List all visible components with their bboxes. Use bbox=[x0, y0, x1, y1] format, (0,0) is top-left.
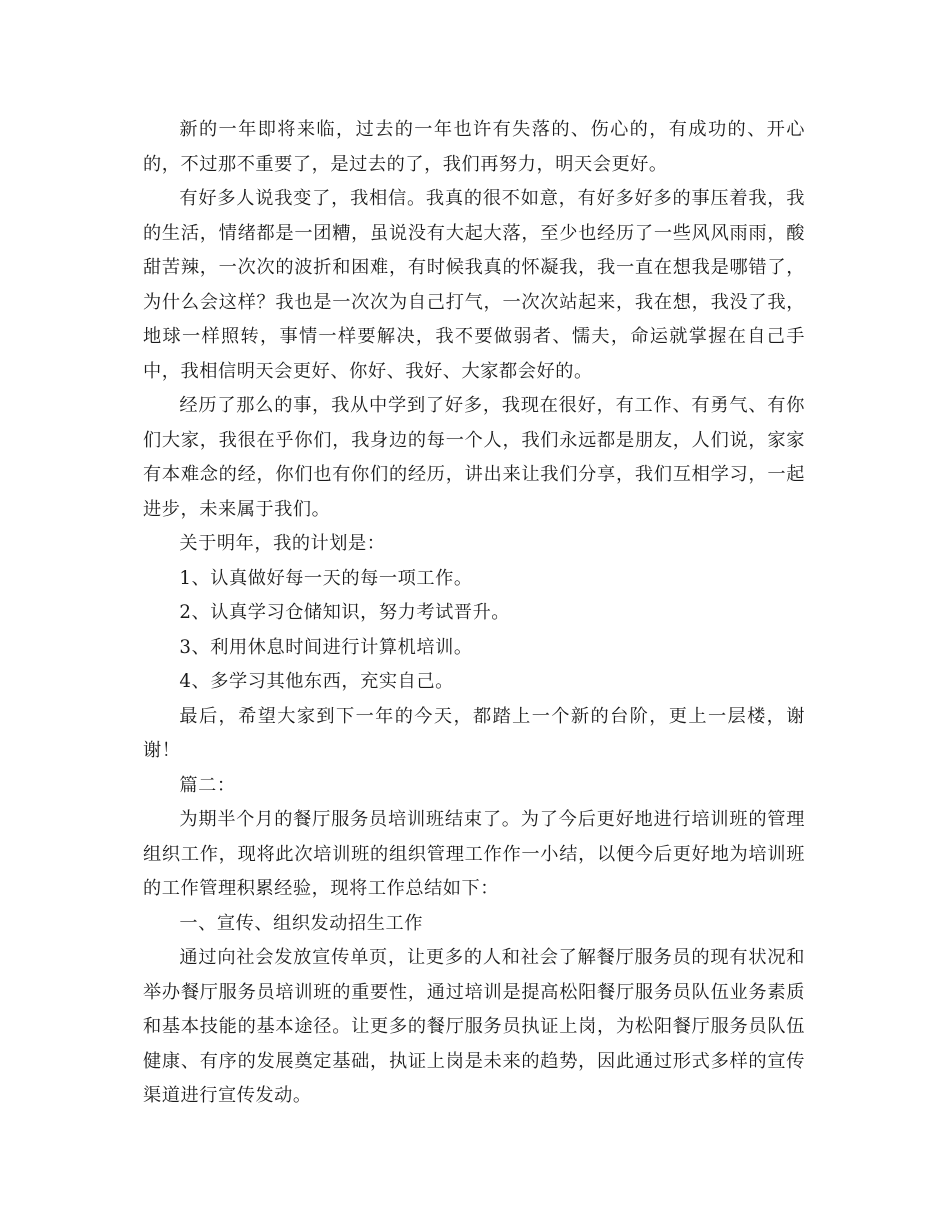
paragraph-experience: 经历了那么的事，我从中学到了好多，我现在很好，有工作、有勇气、有你们大家，我很在乎你们，我身边的每一个人，我们永远都是朋友，人们说，家家有本难念的经，你们也有你们的经历，讲出来让我们分享，我们互相学习，一起进步，未来属于我们。 bbox=[143, 395, 805, 520]
paragraph-intro: 新的一年即将来临，过去的一年也许有失落的、伤心的，有成功的、开心的，不过那不重要了，是过去的了，我们再努力，明天会更好。 bbox=[143, 119, 805, 175]
plan-item-3: 3、利用休息时间进行计算机培训。 bbox=[179, 636, 473, 658]
subheading-publicity: 一、宣传、组织发动招生工作 bbox=[179, 912, 423, 934]
paragraph-closing: 最后，希望大家到下一年的今天，都踏上一个新的台阶，更上一层楼，谢谢！ bbox=[143, 705, 805, 761]
section-heading-part-two: 篇二： bbox=[179, 774, 236, 796]
paragraph-publicity: 通过向社会发放宣传单页，让更多的人和社会了解餐厅服务员的现有状况和举办餐厅服务员培训班的重要性，通过培训是提高松阳餐厅服务员队伍业务素质和基本技能的基本途径。让更多的餐厅服务员执证上岗，为松阳餐厅服务员队伍健康、有序的发展奠定基础，执证上岗是未来的趋势，因此通过形式多样的宣传渠道进行宣传发动。 bbox=[143, 947, 805, 1106]
plan-item-4: 4、多学习其他东西，充实自己。 bbox=[179, 671, 454, 692]
paragraph-changes: 有好多人说我变了，我相信。我真的很不如意，有好多好多的事压着我，我的生活，情绪都是一团糟，虽说没有大起大落，至少也经历了一些风风雨雨，酸甜苦辣，一次次的波折和困难，有时候我真的怀凝我，我一直在想我是哪错了，为什么会这样？我也是一次次为自己打气，一次次站起来，我在想，我没了我，地球一样照转，事情一样要解决，我不要做弱者、懦夫，命运就掌握在自己手中，我相信明天会更好、你好、我好、大家都会好的。 bbox=[143, 188, 805, 382]
document-page bbox=[143, 113, 805, 1114]
plan-heading: 关于明年，我的计划是： bbox=[179, 533, 386, 554]
paragraph-training-summary: 为期半个月的餐厅服务员培训班结束了。为了今后更好地进行培训班的管理组织工作，现将此次培训班的组织管理工作作一小结，以便今后更好地为培训班的工作管理积累经验，现将工作总结如下： bbox=[143, 809, 805, 899]
plan-item-2: 2、认真学习仓储知识，努力考试晋升。 bbox=[179, 602, 511, 623]
plan-item-1: 1、认真做好每一天的每一项工作。 bbox=[179, 567, 473, 589]
